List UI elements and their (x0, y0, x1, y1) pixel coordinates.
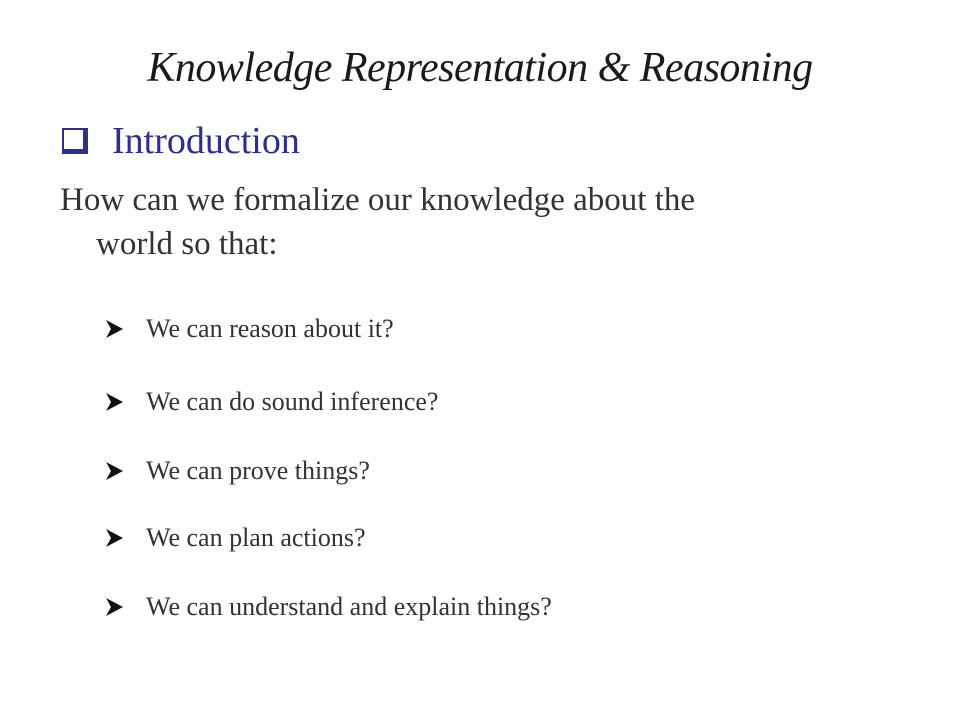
bullet-item (104, 385, 438, 419)
bullet-item (104, 521, 366, 555)
bullet-text: We can understand and explain things? (146, 592, 552, 621)
section-label: Introduction (112, 120, 300, 162)
arrowhead-right-icon (104, 319, 124, 339)
bullet-text: We can do sound inference? (146, 387, 439, 416)
intro-line-1: How can we formalize our knowledge about the (60, 182, 696, 218)
arrowhead-right-icon (104, 528, 124, 548)
bullet-item (104, 312, 394, 346)
bullet-item (104, 454, 370, 488)
intro-line-2: world so that: (96, 226, 278, 262)
arrowhead-right-icon (104, 597, 124, 617)
bullet-text: We can prove things? (146, 456, 370, 485)
section-heading (62, 116, 300, 166)
bullet-text: We can plan actions? (146, 523, 366, 552)
bullet-item (104, 590, 552, 624)
bullet-text: We can reason about it? (146, 314, 394, 343)
slide-title: Knowledge Representation & Reasoning (147, 45, 813, 91)
arrowhead-right-icon (104, 392, 124, 412)
checkbox-square-icon (62, 128, 88, 154)
arrowhead-right-icon (104, 461, 124, 481)
intro-paragraph (60, 178, 920, 266)
